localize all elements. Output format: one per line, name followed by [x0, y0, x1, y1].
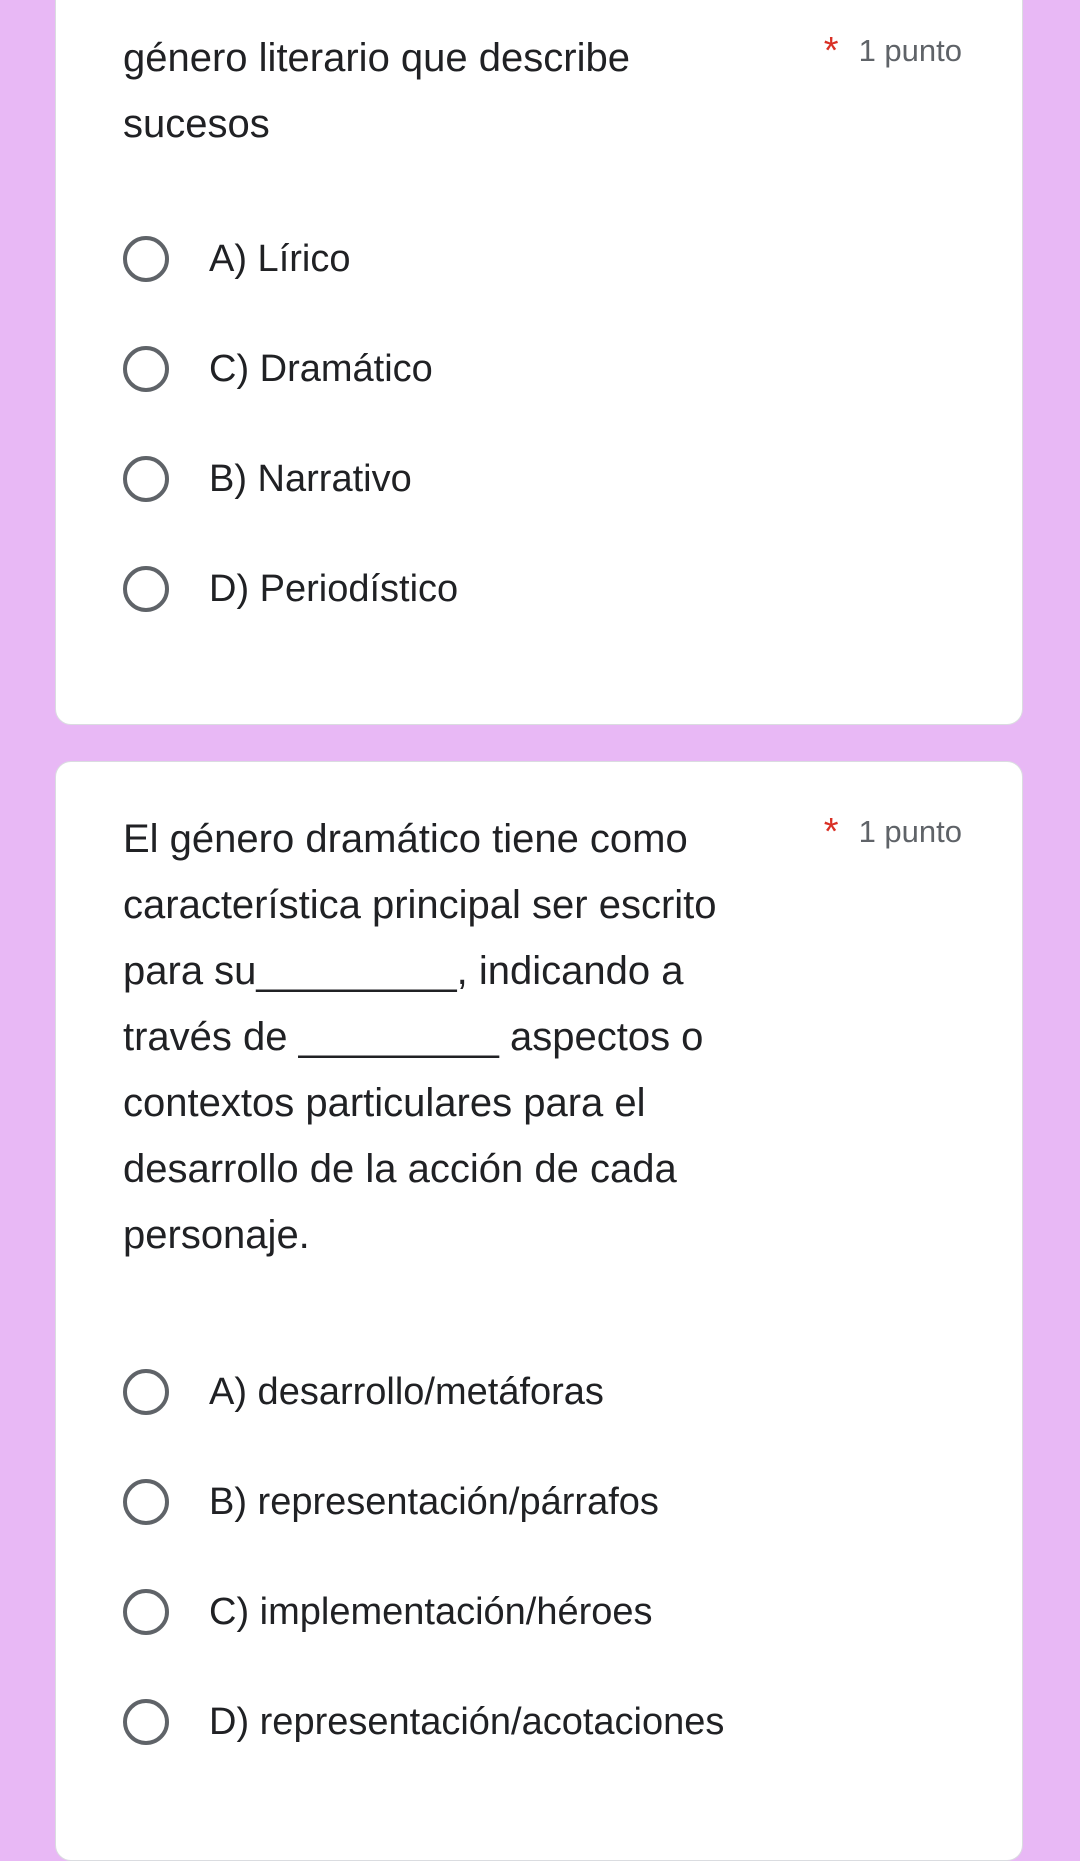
question-meta [824, 25, 962, 71]
option-c-dramatico[interactable] [123, 314, 962, 424]
option-b[interactable] [123, 1447, 962, 1557]
option-label: A) desarrollo/metáforas [209, 1371, 604, 1413]
option-c[interactable] [123, 1557, 962, 1667]
option-d-periodistico[interactable] [123, 534, 962, 644]
question-card-1 [55, 0, 1023, 725]
options-list [123, 204, 962, 644]
required-asterisk: * [823, 811, 839, 853]
options-list [123, 1337, 962, 1777]
radio-button[interactable] [123, 566, 169, 612]
radio-button[interactable] [123, 1369, 169, 1415]
option-label: C) Dramático [209, 348, 433, 390]
radio-button[interactable] [123, 456, 169, 502]
question-title: género literario que describe sucesos [123, 36, 630, 146]
option-label: C) implementación/héroes [209, 1591, 653, 1633]
question-title: El género dramático tiene como característica principal ser escrito para su_________, indicando a través de _________ aspectos o contextos particulares para el desarrollo de la acción de cada personaje. [123, 817, 717, 1257]
points-label: 1 punto [858, 814, 962, 849]
radio-button[interactable] [123, 1479, 169, 1525]
radio-button[interactable] [123, 346, 169, 392]
radio-button[interactable] [123, 236, 169, 282]
option-a[interactable] [123, 1337, 962, 1447]
radio-button[interactable] [123, 1589, 169, 1635]
option-d[interactable] [123, 1667, 962, 1777]
question-header [123, 806, 962, 1268]
radio-button[interactable] [123, 1699, 169, 1745]
option-label: B) representación/párrafos [209, 1481, 659, 1523]
option-label: B) Narrativo [209, 458, 412, 500]
option-a-lirico[interactable] [123, 204, 962, 314]
required-asterisk: * [823, 30, 839, 72]
question-card-2 [55, 761, 1023, 1861]
points-label: 1 punto [858, 33, 962, 68]
option-label: D) representación/acotaciones [209, 1701, 725, 1743]
option-b-narrativo[interactable] [123, 424, 962, 534]
question-header [123, 25, 962, 157]
option-label: D) Periodístico [209, 568, 459, 610]
question-meta [824, 806, 962, 852]
option-label: A) Lírico [209, 238, 351, 280]
